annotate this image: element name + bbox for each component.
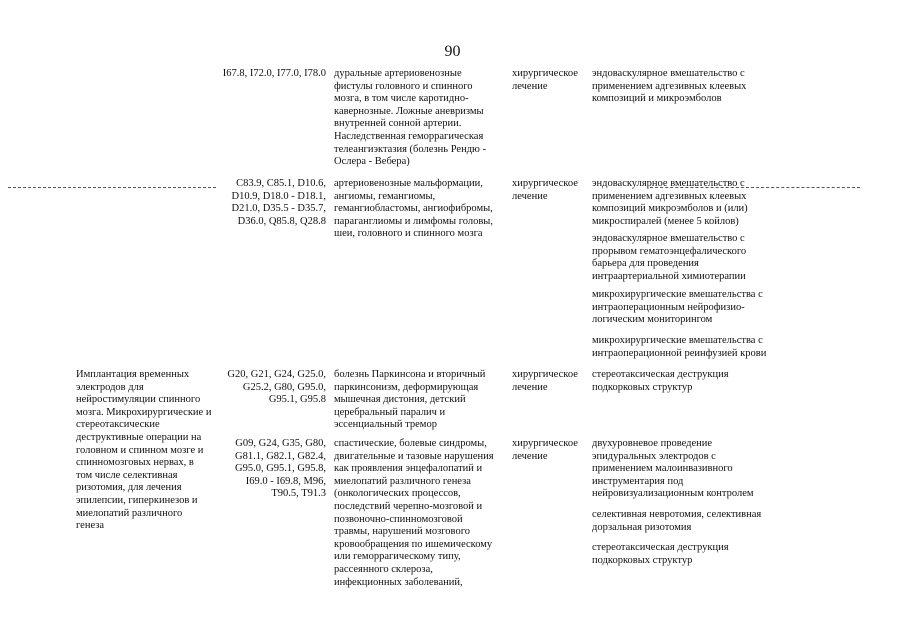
treatment-type-cell: хирургическое лечение [512,68,578,92]
treatment-method-cell: эндоваскулярное вмешательство с применением адгезивных клеевых композиций микроэмболов и (или) микроспиралей (менее 5 койлов) [592,178,748,227]
treatment-type-cell: хирургическое лечение [512,178,578,202]
treatment-method-cell: стереотаксическая деструкция подкорковых структур [592,542,729,566]
disease-cell: болезнь Паркинсона и вторичный паркинсонизм, деформирующая мышечная дистония, детский церебральный паралич и эссенциальный тремор [334,369,486,431]
icd-codes-cell: G20, G21, G24, G25.0, G25.2, G80, G95.0, G95.1, G95.8 [227,369,326,406]
disease-cell: артериовенозные мальформации, ангиомы, гемангиомы, гемангиобластомы, ангиофибромы, параганглиомы и лимфомы головы, шеи, головного и спинного мозга [334,178,493,240]
page-number: 90 [444,43,461,60]
disease-cell: спастические, болевые синдромы, двигательные и тазовые нарушения как проявления энцефалопатий и миелопатий различного генеза (онкологических процессов, последствий черепно-мозговой и позвоночно-спинномозговой травмы, нарушений мозгового кровообращения по ишемическому или геморрагическому типу, рассеянного склероза, инфекционных заболеваний, [334,438,494,588]
treatment-method-cell: микрохирургические вмешательства с интраоперационным нейрофизио- логическим мониторингом [592,289,763,326]
icd-codes-cell: I67.8, I72.0, I77.0, I78.0 [222,68,326,79]
treatment-type-cell: хирургическое лечение [512,438,578,462]
icd-codes-cell: G09, G24, G35, G80, G81.1, G82.1, G82.4, G95.0, G95.1, G95.8, I69.0 - I69.8, M96, T90.5, T91.3 [235,438,326,500]
treatment-method-cell: селективная невротомия, селективная дорзальная ризотомия [592,509,762,533]
procedure-name-cell: Имплантация временных электродов для нейростимуляции спинного мозга. Микрохирургические и стереотаксические деструктивные операции на головном и спинном мозге и спинномозговых нервах, в том числе селективная ризотомия, для лечения эпилепсии, гиперкинезов и миелопатий различного генеза [76,369,212,532]
treatment-method-cell: стереотаксическая деструкция подкорковых структур [592,369,729,393]
treatment-type-cell: хирургическое лечение [512,369,578,393]
disease-cell: дуральные артериовенозные фистулы головного и спинного мозга, в том числе каротидно- кавернозные. Ложные аневризмы внутренней сонной артерии. Наследственная геморрагическая телеангиэктазия (болезнь Рендю - Ослера - Вебера) [334,68,486,168]
icd-codes-cell: C83.9, C85.1, D10.6, D10.9, D18.0 - D18.1, D21.0, D35.5 - D35.7, D36.0, Q85.8, Q28.8 [231,178,326,227]
divider-line-left [8,187,216,188]
treatment-method-cell: двухуровневое проведение эпидуральных электродов с применением малоинвазивного инструментария под нейровизуализационным контролем [592,438,754,500]
treatment-method-cell: микрохирургические вмешательства с интраоперационной реинфузией крови [592,335,767,359]
treatment-method-cell: эндоваскулярное вмешательство с прорывом гематоэнцефалического барьера для проведения интраартериальной химиотерапии [592,233,747,282]
treatment-method-cell: эндоваскулярное вмешательство с применением адгезивных клеевых композиций и микроэмболов [592,68,747,105]
